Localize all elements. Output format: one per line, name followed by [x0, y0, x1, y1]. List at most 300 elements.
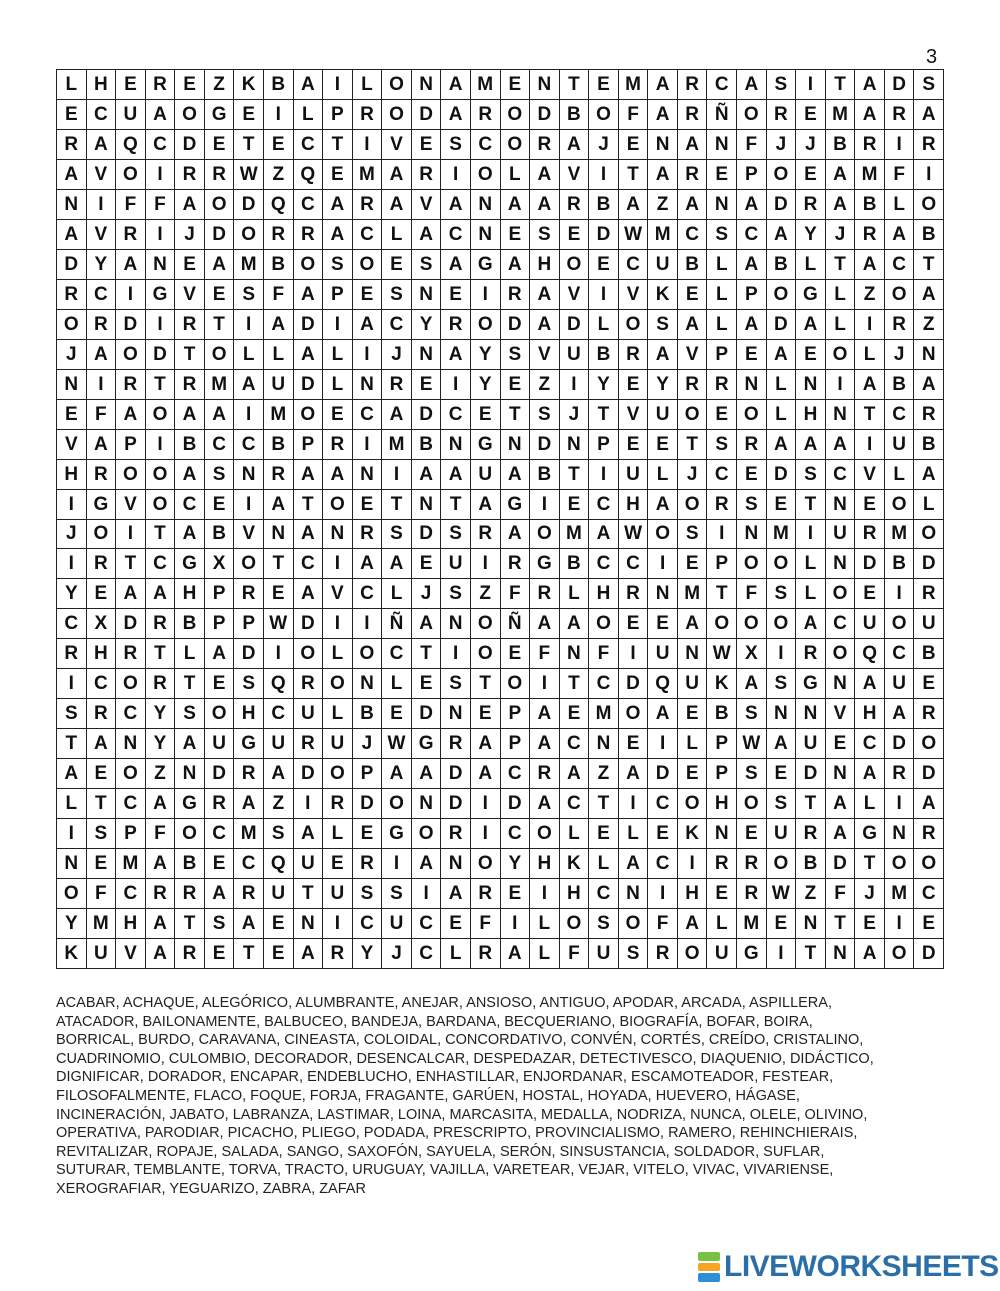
grid-cell[interactable]: C	[87, 669, 117, 699]
grid-cell[interactable]: S	[57, 699, 87, 729]
grid-cell[interactable]: M	[767, 520, 797, 550]
grid-cell[interactable]: O	[589, 100, 619, 130]
grid-cell[interactable]: J	[826, 220, 856, 250]
grid-cell[interactable]: L	[796, 549, 826, 579]
grid-cell[interactable]: G	[530, 549, 560, 579]
grid-cell[interactable]: L	[914, 490, 944, 520]
grid-cell[interactable]: Q	[264, 190, 294, 220]
grid-cell[interactable]: O	[560, 250, 590, 280]
grid-cell[interactable]: N	[826, 669, 856, 699]
grid-cell[interactable]: R	[264, 220, 294, 250]
grid-cell[interactable]: R	[619, 340, 649, 370]
grid-cell[interactable]: G	[471, 250, 501, 280]
grid-cell[interactable]: G	[471, 430, 501, 460]
grid-cell[interactable]: N	[707, 190, 737, 220]
grid-cell[interactable]: Q	[264, 849, 294, 879]
grid-cell[interactable]: Y	[501, 849, 531, 879]
grid-cell[interactable]: R	[914, 130, 944, 160]
grid-cell[interactable]: L	[323, 639, 353, 669]
grid-cell[interactable]: I	[353, 430, 383, 460]
grid-cell[interactable]: P	[323, 100, 353, 130]
grid-cell[interactable]: K	[57, 939, 87, 969]
grid-cell[interactable]: B	[205, 520, 235, 550]
grid-cell[interactable]: R	[441, 729, 471, 759]
grid-cell[interactable]: C	[441, 220, 471, 250]
grid-cell[interactable]: B	[264, 70, 294, 100]
grid-cell[interactable]: F	[530, 639, 560, 669]
grid-cell[interactable]: E	[471, 699, 501, 729]
grid-cell[interactable]: N	[796, 699, 826, 729]
grid-cell[interactable]: G	[737, 939, 767, 969]
grid-cell[interactable]: M	[737, 909, 767, 939]
grid-cell[interactable]: T	[855, 849, 885, 879]
grid-cell[interactable]: M	[885, 879, 915, 909]
grid-cell[interactable]: I	[412, 879, 442, 909]
grid-cell[interactable]: G	[382, 819, 412, 849]
grid-cell[interactable]: L	[323, 819, 353, 849]
grid-cell[interactable]: B	[412, 430, 442, 460]
grid-cell[interactable]: Z	[205, 70, 235, 100]
grid-cell[interactable]: R	[471, 520, 501, 550]
grid-cell[interactable]: B	[560, 100, 590, 130]
grid-cell[interactable]: E	[707, 879, 737, 909]
grid-cell[interactable]: D	[57, 250, 87, 280]
grid-cell[interactable]: M	[234, 250, 264, 280]
grid-cell[interactable]: I	[57, 549, 87, 579]
grid-cell[interactable]: L	[826, 310, 856, 340]
grid-cell[interactable]: A	[471, 759, 501, 789]
grid-cell[interactable]: C	[885, 400, 915, 430]
grid-cell[interactable]: N	[412, 490, 442, 520]
grid-cell[interactable]: O	[885, 490, 915, 520]
grid-cell[interactable]: A	[441, 460, 471, 490]
grid-cell[interactable]: E	[678, 280, 708, 310]
grid-cell[interactable]: L	[560, 579, 590, 609]
grid-cell[interactable]: E	[855, 909, 885, 939]
grid-cell[interactable]: O	[382, 70, 412, 100]
grid-cell[interactable]: R	[353, 190, 383, 220]
grid-cell[interactable]: R	[294, 729, 324, 759]
grid-cell[interactable]: R	[205, 789, 235, 819]
grid-cell[interactable]: E	[264, 130, 294, 160]
grid-cell[interactable]: R	[914, 699, 944, 729]
grid-cell[interactable]: A	[501, 939, 531, 969]
grid-cell[interactable]: C	[589, 490, 619, 520]
grid-cell[interactable]: E	[560, 699, 590, 729]
grid-cell[interactable]: S	[589, 909, 619, 939]
grid-cell[interactable]: R	[885, 100, 915, 130]
grid-cell[interactable]: F	[87, 879, 117, 909]
grid-cell[interactable]: A	[619, 190, 649, 220]
grid-cell[interactable]: S	[205, 909, 235, 939]
grid-cell[interactable]: R	[471, 939, 501, 969]
grid-cell[interactable]: U	[323, 729, 353, 759]
grid-cell[interactable]: E	[323, 849, 353, 879]
grid-cell[interactable]: C	[353, 220, 383, 250]
grid-cell[interactable]: O	[323, 759, 353, 789]
grid-cell[interactable]: A	[589, 520, 619, 550]
grid-cell[interactable]: D	[146, 340, 176, 370]
grid-cell[interactable]: A	[412, 849, 442, 879]
grid-cell[interactable]: C	[589, 549, 619, 579]
grid-cell[interactable]: R	[530, 130, 560, 160]
grid-cell[interactable]: B	[796, 849, 826, 879]
grid-cell[interactable]: L	[855, 340, 885, 370]
grid-cell[interactable]: A	[146, 579, 176, 609]
grid-cell[interactable]: T	[116, 549, 146, 579]
grid-cell[interactable]: A	[353, 549, 383, 579]
grid-cell[interactable]: V	[619, 400, 649, 430]
grid-cell[interactable]: F	[737, 579, 767, 609]
grid-cell[interactable]: R	[855, 130, 885, 160]
grid-cell[interactable]: O	[767, 609, 797, 639]
grid-cell[interactable]: R	[767, 100, 797, 130]
grid-cell[interactable]: N	[441, 609, 471, 639]
grid-cell[interactable]: O	[678, 939, 708, 969]
grid-cell[interactable]: C	[855, 729, 885, 759]
grid-cell[interactable]: U	[826, 520, 856, 550]
grid-cell[interactable]: O	[501, 100, 531, 130]
grid-cell[interactable]: V	[87, 220, 117, 250]
grid-cell[interactable]: B	[175, 430, 205, 460]
grid-cell[interactable]: C	[619, 549, 649, 579]
grid-cell[interactable]: O	[205, 190, 235, 220]
grid-cell[interactable]: N	[826, 400, 856, 430]
grid-cell[interactable]: A	[855, 70, 885, 100]
grid-cell[interactable]: T	[205, 310, 235, 340]
grid-cell[interactable]: T	[855, 400, 885, 430]
grid-cell[interactable]: T	[175, 669, 205, 699]
grid-cell[interactable]: I	[323, 609, 353, 639]
grid-cell[interactable]: O	[234, 220, 264, 250]
grid-cell[interactable]: P	[116, 819, 146, 849]
grid-cell[interactable]: A	[796, 609, 826, 639]
grid-cell[interactable]: A	[737, 310, 767, 340]
grid-cell[interactable]: A	[855, 250, 885, 280]
grid-cell[interactable]: H	[530, 250, 560, 280]
grid-cell[interactable]: Y	[589, 370, 619, 400]
grid-cell[interactable]: I	[796, 520, 826, 550]
grid-cell[interactable]: U	[885, 430, 915, 460]
grid-cell[interactable]: U	[707, 939, 737, 969]
grid-cell[interactable]: O	[234, 549, 264, 579]
grid-cell[interactable]: E	[737, 819, 767, 849]
grid-cell[interactable]: L	[707, 909, 737, 939]
grid-cell[interactable]: Z	[648, 190, 678, 220]
grid-cell[interactable]: S	[234, 280, 264, 310]
grid-cell[interactable]: I	[264, 639, 294, 669]
grid-cell[interactable]: A	[294, 70, 324, 100]
grid-cell[interactable]: T	[796, 939, 826, 969]
grid-cell[interactable]: L	[707, 250, 737, 280]
grid-cell[interactable]: R	[855, 220, 885, 250]
grid-cell[interactable]: F	[737, 130, 767, 160]
grid-cell[interactable]: B	[264, 430, 294, 460]
grid-cell[interactable]: E	[87, 579, 117, 609]
grid-cell[interactable]: R	[441, 310, 471, 340]
grid-cell[interactable]: D	[205, 759, 235, 789]
grid-cell[interactable]: R	[175, 879, 205, 909]
grid-cell[interactable]: N	[471, 220, 501, 250]
grid-cell[interactable]: V	[382, 130, 412, 160]
grid-cell[interactable]: R	[353, 849, 383, 879]
grid-cell[interactable]: A	[175, 520, 205, 550]
grid-cell[interactable]: P	[323, 280, 353, 310]
grid-cell[interactable]: A	[412, 759, 442, 789]
grid-cell[interactable]: U	[648, 639, 678, 669]
grid-cell[interactable]: V	[57, 430, 87, 460]
grid-cell[interactable]: A	[648, 100, 678, 130]
grid-cell[interactable]: N	[826, 759, 856, 789]
grid-cell[interactable]: P	[707, 759, 737, 789]
grid-cell[interactable]: C	[412, 939, 442, 969]
grid-cell[interactable]: A	[855, 939, 885, 969]
grid-cell[interactable]: D	[234, 190, 264, 220]
grid-cell[interactable]: O	[57, 879, 87, 909]
grid-cell[interactable]: V	[234, 520, 264, 550]
grid-cell[interactable]: A	[530, 190, 560, 220]
grid-cell[interactable]: E	[678, 699, 708, 729]
grid-cell[interactable]: B	[175, 849, 205, 879]
grid-cell[interactable]: A	[678, 130, 708, 160]
grid-cell[interactable]: F	[826, 879, 856, 909]
grid-cell[interactable]: E	[560, 490, 590, 520]
grid-cell[interactable]: G	[205, 100, 235, 130]
grid-cell[interactable]: R	[175, 310, 205, 340]
grid-cell[interactable]: R	[116, 370, 146, 400]
grid-cell[interactable]: E	[441, 909, 471, 939]
grid-cell[interactable]: C	[175, 490, 205, 520]
grid-cell[interactable]: T	[796, 490, 826, 520]
grid-cell[interactable]: U	[589, 939, 619, 969]
grid-cell[interactable]: D	[826, 849, 856, 879]
grid-cell[interactable]: R	[323, 789, 353, 819]
grid-cell[interactable]: R	[707, 490, 737, 520]
grid-cell[interactable]: S	[767, 669, 797, 699]
grid-cell[interactable]: R	[205, 160, 235, 190]
grid-cell[interactable]: C	[885, 250, 915, 280]
grid-cell[interactable]: O	[116, 160, 146, 190]
grid-cell[interactable]: A	[57, 220, 87, 250]
grid-cell[interactable]: A	[648, 340, 678, 370]
grid-cell[interactable]: T	[589, 789, 619, 819]
grid-cell[interactable]: S	[323, 250, 353, 280]
grid-cell[interactable]: I	[146, 160, 176, 190]
grid-cell[interactable]: G	[796, 280, 826, 310]
grid-cell[interactable]: F	[116, 190, 146, 220]
grid-cell[interactable]: G	[175, 789, 205, 819]
grid-cell[interactable]: N	[471, 190, 501, 220]
grid-cell[interactable]: A	[441, 190, 471, 220]
grid-cell[interactable]: O	[560, 909, 590, 939]
grid-cell[interactable]: A	[57, 759, 87, 789]
grid-cell[interactable]: R	[855, 520, 885, 550]
grid-cell[interactable]: T	[796, 789, 826, 819]
grid-cell[interactable]: I	[146, 430, 176, 460]
grid-cell[interactable]: F	[87, 400, 117, 430]
grid-cell[interactable]: C	[146, 130, 176, 160]
grid-cell[interactable]: N	[826, 939, 856, 969]
grid-cell[interactable]: I	[648, 729, 678, 759]
grid-cell[interactable]: S	[530, 400, 560, 430]
grid-cell[interactable]: A	[501, 520, 531, 550]
grid-cell[interactable]: C	[382, 639, 412, 669]
grid-cell[interactable]: R	[707, 370, 737, 400]
grid-cell[interactable]: O	[116, 759, 146, 789]
grid-cell[interactable]: N	[116, 729, 146, 759]
grid-cell[interactable]: R	[175, 939, 205, 969]
grid-cell[interactable]: S	[175, 699, 205, 729]
grid-cell[interactable]: N	[57, 849, 87, 879]
grid-cell[interactable]: O	[826, 579, 856, 609]
grid-cell[interactable]: C	[914, 879, 944, 909]
grid-cell[interactable]: E	[116, 70, 146, 100]
grid-cell[interactable]: A	[855, 669, 885, 699]
grid-cell[interactable]: F	[885, 160, 915, 190]
grid-cell[interactable]: A	[294, 819, 324, 849]
grid-cell[interactable]: E	[412, 669, 442, 699]
grid-cell[interactable]: T	[294, 879, 324, 909]
grid-cell[interactable]: A	[619, 849, 649, 879]
grid-cell[interactable]: C	[353, 579, 383, 609]
grid-cell[interactable]: A	[146, 789, 176, 819]
grid-cell[interactable]: J	[175, 220, 205, 250]
grid-cell[interactable]: N	[648, 579, 678, 609]
grid-cell[interactable]: Z	[530, 370, 560, 400]
grid-cell[interactable]: A	[441, 100, 471, 130]
grid-cell[interactable]: H	[589, 579, 619, 609]
grid-cell[interactable]: R	[501, 549, 531, 579]
grid-cell[interactable]: T	[175, 340, 205, 370]
grid-cell[interactable]: R	[353, 100, 383, 130]
grid-cell[interactable]: E	[353, 490, 383, 520]
grid-cell[interactable]: M	[560, 520, 590, 550]
grid-cell[interactable]: U	[648, 400, 678, 430]
grid-cell[interactable]: E	[589, 70, 619, 100]
grid-cell[interactable]: U	[914, 609, 944, 639]
grid-cell[interactable]: A	[648, 699, 678, 729]
grid-cell[interactable]: B	[767, 250, 797, 280]
grid-cell[interactable]: R	[116, 639, 146, 669]
grid-cell[interactable]: E	[501, 70, 531, 100]
grid-cell[interactable]: C	[87, 280, 117, 310]
grid-cell[interactable]: U	[294, 699, 324, 729]
grid-cell[interactable]: A	[412, 609, 442, 639]
grid-cell[interactable]: O	[826, 639, 856, 669]
grid-cell[interactable]: A	[87, 130, 117, 160]
grid-cell[interactable]: A	[501, 250, 531, 280]
grid-cell[interactable]: N	[412, 789, 442, 819]
grid-cell[interactable]: D	[116, 310, 146, 340]
grid-cell[interactable]: O	[767, 280, 797, 310]
grid-cell[interactable]: A	[648, 70, 678, 100]
grid-cell[interactable]: K	[234, 70, 264, 100]
grid-cell[interactable]: M	[648, 220, 678, 250]
grid-cell[interactable]: E	[323, 160, 353, 190]
grid-cell[interactable]: E	[205, 669, 235, 699]
grid-cell[interactable]: L	[855, 789, 885, 819]
grid-cell[interactable]: A	[530, 160, 560, 190]
grid-cell[interactable]: N	[175, 759, 205, 789]
grid-cell[interactable]: M	[678, 579, 708, 609]
grid-cell[interactable]: E	[648, 430, 678, 460]
grid-cell[interactable]: R	[87, 699, 117, 729]
grid-cell[interactable]: D	[855, 549, 885, 579]
grid-cell[interactable]: D	[294, 310, 324, 340]
grid-cell[interactable]: Y	[87, 250, 117, 280]
grid-cell[interactable]: E	[205, 490, 235, 520]
grid-cell[interactable]: R	[737, 879, 767, 909]
grid-cell[interactable]: U	[323, 879, 353, 909]
grid-cell[interactable]: C	[589, 669, 619, 699]
grid-cell[interactable]: X	[205, 549, 235, 579]
grid-cell[interactable]: P	[205, 579, 235, 609]
grid-cell[interactable]: I	[619, 639, 649, 669]
grid-cell[interactable]: I	[323, 70, 353, 100]
grid-cell[interactable]: M	[589, 699, 619, 729]
grid-cell[interactable]: A	[441, 70, 471, 100]
grid-cell[interactable]: Z	[855, 280, 885, 310]
grid-cell[interactable]: C	[353, 400, 383, 430]
grid-cell[interactable]: L	[323, 340, 353, 370]
grid-cell[interactable]: M	[855, 160, 885, 190]
grid-cell[interactable]: I	[116, 520, 146, 550]
grid-cell[interactable]: E	[767, 490, 797, 520]
grid-cell[interactable]: S	[382, 879, 412, 909]
grid-cell[interactable]: E	[501, 639, 531, 669]
grid-cell[interactable]: D	[234, 639, 264, 669]
grid-cell[interactable]: R	[678, 160, 708, 190]
grid-cell[interactable]: R	[796, 639, 826, 669]
grid-cell[interactable]: I	[57, 669, 87, 699]
grid-cell[interactable]: P	[205, 609, 235, 639]
grid-cell[interactable]: A	[914, 460, 944, 490]
grid-cell[interactable]: Y	[648, 370, 678, 400]
grid-cell[interactable]: R	[234, 579, 264, 609]
grid-cell[interactable]: L	[796, 579, 826, 609]
grid-cell[interactable]: C	[678, 220, 708, 250]
grid-cell[interactable]: I	[57, 819, 87, 849]
grid-cell[interactable]: C	[648, 789, 678, 819]
grid-cell[interactable]: I	[441, 160, 471, 190]
grid-cell[interactable]: O	[737, 609, 767, 639]
grid-cell[interactable]: L	[382, 579, 412, 609]
grid-cell[interactable]: O	[914, 729, 944, 759]
grid-cell[interactable]: O	[737, 400, 767, 430]
grid-cell[interactable]: V	[560, 160, 590, 190]
grid-cell[interactable]: O	[826, 340, 856, 370]
grid-cell[interactable]: A	[885, 220, 915, 250]
grid-cell[interactable]: A	[205, 639, 235, 669]
grid-cell[interactable]: I	[767, 639, 797, 669]
grid-cell[interactable]: O	[501, 130, 531, 160]
grid-cell[interactable]: L	[767, 400, 797, 430]
grid-cell[interactable]: O	[648, 520, 678, 550]
grid-cell[interactable]: A	[353, 310, 383, 340]
grid-cell[interactable]: D	[767, 190, 797, 220]
grid-cell[interactable]: C	[294, 130, 324, 160]
grid-cell[interactable]: S	[767, 789, 797, 819]
grid-cell[interactable]: A	[678, 190, 708, 220]
grid-cell[interactable]: G	[146, 280, 176, 310]
grid-cell[interactable]: I	[855, 310, 885, 340]
grid-cell[interactable]: U	[205, 729, 235, 759]
grid-cell[interactable]: E	[914, 909, 944, 939]
grid-cell[interactable]: M	[885, 520, 915, 550]
grid-cell[interactable]: N	[234, 460, 264, 490]
grid-cell[interactable]: O	[471, 849, 501, 879]
grid-cell[interactable]: S	[707, 430, 737, 460]
